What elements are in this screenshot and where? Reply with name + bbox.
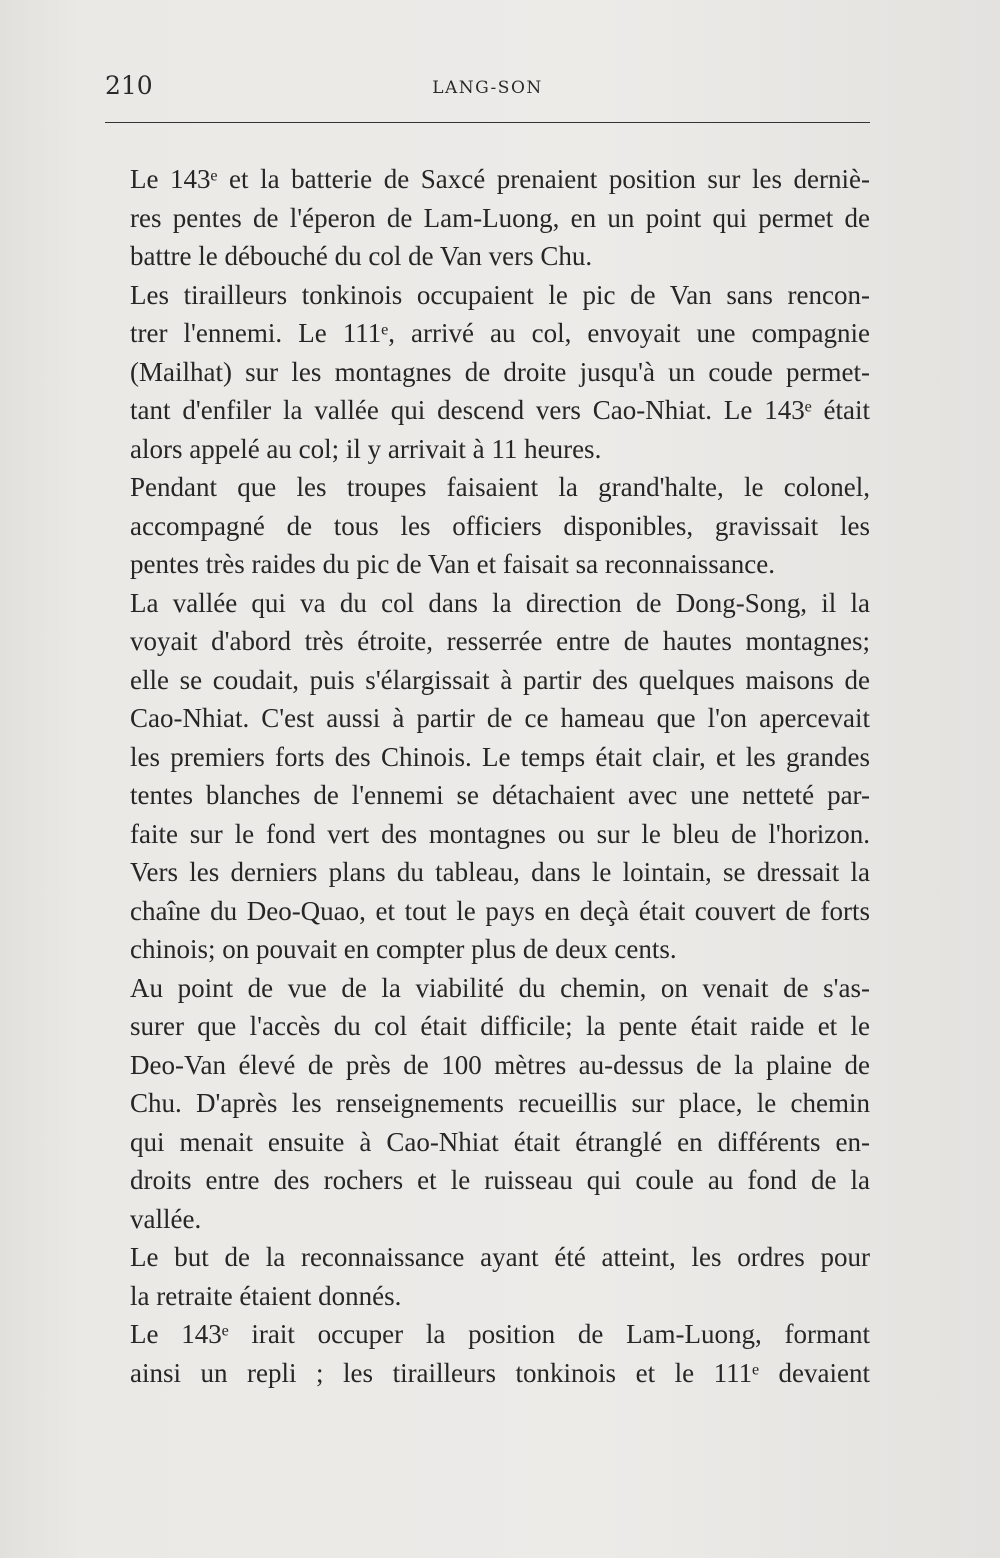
text-line: Le 143ᵉ et la batterie de Saxcé prenaient position sur les derniè- [130, 164, 870, 194]
text-line: droits entre des rochers et le ruisseau qui coule au fond de la [130, 1165, 870, 1195]
text-line: tentes blanches de l'ennemi se détachaient avec une netteté par- [130, 780, 870, 810]
paragraph [104, 160, 870, 276]
paragraph [104, 969, 870, 1239]
paragraph [104, 1238, 870, 1315]
running-head: LANG-SON [432, 78, 543, 98]
header-rule [105, 122, 870, 123]
text-line: Pendant que les troupes faisaient la grand'halte, le colonel, [130, 472, 870, 502]
text-line: qui menait ensuite à Cao-Nhiat était étranglé en différents en- [130, 1126, 870, 1157]
text-line: pentes très raides du pic de Van et faisait sa reconnaissance. [130, 549, 776, 579]
text-line: les premiers forts des Chinois. Le temps était clair, et les grandes [130, 741, 870, 772]
text-line: Vers les derniers plans du tableau, dans le lointain, se dressait la [130, 857, 870, 887]
text-line: alors appelé au col; il y arrivait à 11 heures. [130, 433, 602, 464]
text-line: ainsi un repli ; les tirailleurs tonkinois et le 111ᵉ devaient [130, 1357, 870, 1388]
text-line: Chu. D'après les renseignements recueillis sur place, le chemin [130, 1088, 870, 1118]
text-line: vallée. [130, 1203, 202, 1234]
text-line: Cao-Nhiat. C'est aussi à partir de ce hameau que l'on apercevait [130, 703, 870, 733]
text-line: battre le débouché du col de Van vers Chu. [130, 241, 593, 271]
paragraph [104, 584, 870, 969]
text-line: accompagné de tous les officiers disponibles, gravissait les [130, 510, 870, 541]
paragraph [104, 276, 870, 469]
text-line: Le 143ᵉ irait occuper la position de Lam-Luong, formant [130, 1319, 870, 1349]
text-line: trer l'ennemi. Le 111ᵉ, arrivé au col, envoyait une compagnie [130, 318, 870, 348]
text-line: Les tirailleurs tonkinois occupaient le pic de Van sans rencon- [130, 279, 870, 310]
paragraph [104, 468, 870, 584]
text-line: faite sur le fond vert des montagnes ou sur le bleu de l'horizon. [130, 818, 870, 849]
page-number: 210 [105, 71, 153, 100]
text-line: chinois; on pouvait en compter plus de deux cents. [130, 934, 677, 964]
text-line: surer que l'accès du col était difficile; la pente était raide et le [130, 1011, 870, 1041]
text-line: La vallée qui va du col dans la direction de Dong-Song, il la [130, 587, 870, 618]
text-line: Deo-Van élevé de près de 100 mètres au-dessus de la plaine de [130, 1049, 870, 1080]
body-text [104, 160, 870, 1392]
text-line: chaîne du Deo-Quao, et tout le pays en deçà était couvert de forts [130, 895, 870, 926]
text-line: voyait d'abord très étroite, resserrée entre de hautes montagnes; [130, 626, 870, 656]
text-line: la retraite étaient donnés. [130, 1280, 402, 1311]
text-line: tant d'enfiler la vallée qui descend vers Cao-Nhiat. Le 143ᵉ était [130, 395, 870, 425]
text-line: res pentes de l'éperon de Lam-Luong, en un point qui permet de [130, 202, 870, 233]
text-line: elle se coudait, puis s'élargissait à partir des quelques maisons de [130, 664, 870, 695]
page-header [105, 70, 870, 110]
text-line: Le but de la reconnaissance ayant été atteint, les ordres pour [130, 1242, 870, 1272]
paragraph [104, 1315, 870, 1392]
text-line: Au point de vue de la viabilité du chemin, on venait de s'as- [130, 972, 870, 1003]
text-line: (Mailhat) sur les montagnes de droite jusqu'à un coude permet- [130, 356, 870, 387]
